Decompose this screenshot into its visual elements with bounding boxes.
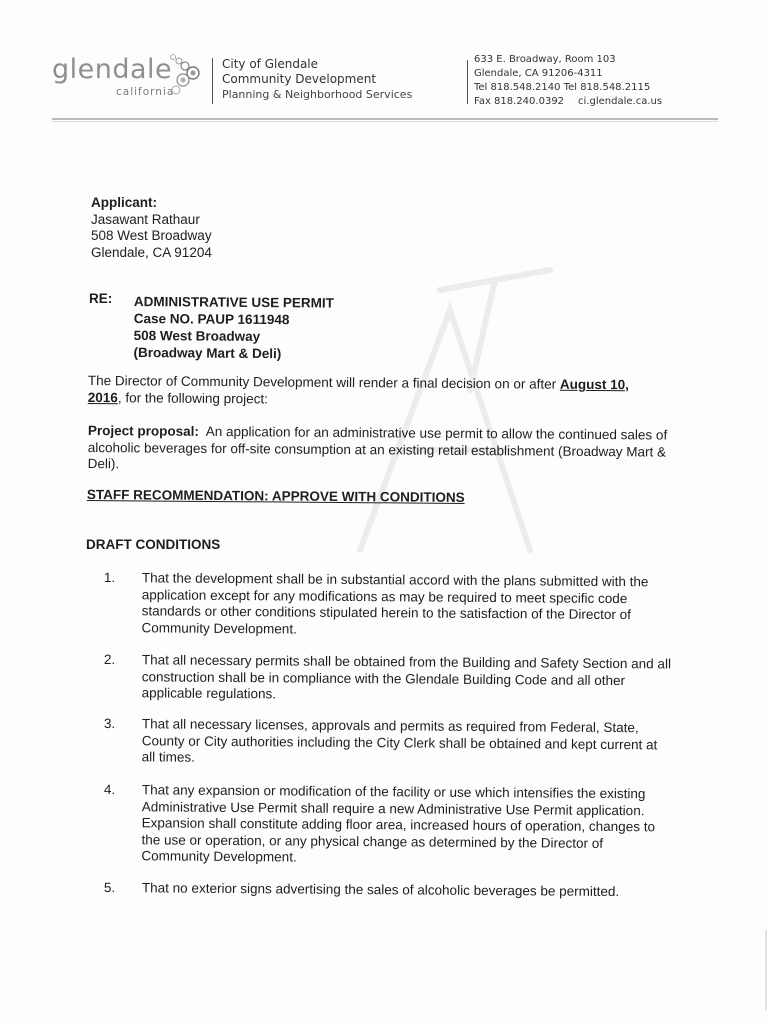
- decision-date-part1: August 10,: [559, 376, 629, 393]
- condition-number: 2.: [103, 652, 116, 668]
- director-text: The Director of Community Development will render a final decision on or after: [87, 373, 560, 392]
- re-business: (Broadway Mart & Deli): [133, 344, 282, 362]
- condition-number: 4.: [103, 782, 116, 798]
- scan-edge-mark: [765, 930, 767, 1010]
- draft-conditions-heading: DRAFT CONDITIONS: [86, 537, 221, 552]
- condition-text: That all necessary permits shall be obtained from the Building and Safety Section and all construction shall be in compliance with the Glendale Building Code and all other applicable regulations.: [141, 652, 672, 702]
- director-paragraph: [88, 373, 668, 411]
- applicant-block: [91, 195, 212, 261]
- condition-number: 3.: [103, 716, 116, 732]
- letterhead-divider-2: [467, 60, 468, 104]
- telephone: Tel 818.548.2140 Tel 818.548.2115: [474, 82, 651, 93]
- applicant-heading: Applicant:: [91, 195, 157, 210]
- org-department: Community Development: [222, 72, 377, 86]
- director-text-end: , for the following project:: [117, 389, 268, 406]
- address-city: Glendale, CA 91206-4311: [474, 68, 603, 79]
- condition-text: That any expansion or modification of the facility or use which intensifies the existing Administrative Use Permit shall require a new Administrative Use Permit application. Expansion shall constitute adding floor area, increased hours of operation, changes to the use or operation, or any physical change as determined by the Director of Community Development.: [141, 782, 656, 865]
- header-rule: [52, 118, 718, 120]
- address-street: 633 E. Broadway, Room 103: [474, 54, 616, 65]
- logo-subtitle: california: [116, 86, 175, 98]
- condition-item: [103, 880, 674, 900]
- letterhead-divider: [212, 58, 213, 104]
- glendale-logo: [52, 52, 202, 100]
- condition-text: That the development shall be in substantial accord with the plans submitted with the application except for any modifications as may be required to meet specific code standards or other conditions stipulated herein to the satisfaction of the Director of Community Development.: [141, 570, 649, 637]
- condition-text: That all necessary licenses, approvals and permits as required from Federal, State, County or City authorities including the City Clerk shall be obtained and kept current at all times.: [141, 716, 658, 765]
- applicant-name: Jasawant Rathaur: [91, 211, 200, 227]
- website: ci.glendale.ca.us: [578, 96, 663, 107]
- project-proposal: [88, 423, 668, 477]
- fax: Fax 818.240.0392: [474, 96, 565, 107]
- condition-item: [103, 716, 674, 765]
- condition-number: 1.: [103, 570, 116, 586]
- proposal-text: An application for an administrative use permit to allow the continued sales of alcoholic beverages for off-site consumption at an existing retail establishment (Broadway Mart & Deli).: [87, 423, 668, 472]
- applicant-city: Glendale, CA 91204: [91, 244, 212, 260]
- re-permit-type: ADMINISTRATIVE USE PERMIT: [133, 293, 335, 311]
- decision-date-part2: 2016: [87, 389, 118, 405]
- condition-number: 5.: [103, 880, 116, 896]
- re-label: RE:: [89, 291, 113, 306]
- logo-wordmark: glendale: [52, 54, 173, 85]
- org-division: Planning & Neighborhood Services: [222, 88, 413, 101]
- re-subject: [133, 293, 334, 363]
- org-city: City of Glendale: [222, 57, 319, 71]
- department-block: [222, 57, 412, 102]
- contact-block: [474, 53, 662, 109]
- proposal-label: Project proposal:: [87, 423, 200, 439]
- re-case-number: Case NO. PAUP 1611948: [133, 310, 290, 328]
- condition-text: That no exterior signs advertising the sales of alcoholic beverages be permitted.: [141, 880, 620, 900]
- fax-website-line: [474, 95, 662, 109]
- header-rule-shadow: [52, 121, 718, 122]
- applicant-street: 508 West Broadway: [91, 228, 212, 243]
- staff-recommendation: STAFF RECOMMENDATION: APPROVE WITH CONDITIONS: [86, 487, 465, 505]
- logo-circles-icon: [162, 52, 204, 98]
- condition-item: [103, 570, 674, 637]
- condition-item: [103, 782, 674, 865]
- condition-item: [103, 652, 674, 702]
- draft-watermark: [300, 250, 580, 590]
- re-address: 508 West Broadway: [133, 327, 261, 344]
